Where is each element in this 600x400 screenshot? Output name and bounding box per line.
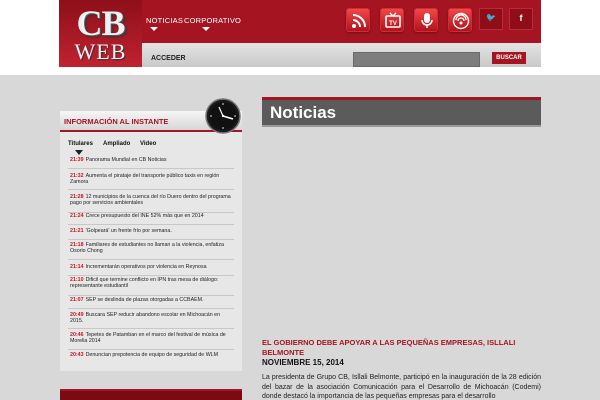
sidebar-bottom-bar: [60, 389, 242, 400]
news-time: 21:18: [70, 242, 84, 248]
clock-icon: [205, 98, 241, 134]
list-item[interactable]: [68, 242, 234, 260]
list-item[interactable]: [68, 157, 234, 169]
list-item[interactable]: [68, 173, 234, 190]
news-time: 21:39: [70, 157, 84, 163]
active-tab-indicator-icon: [75, 150, 83, 155]
news-headline: Dificil que termine conflicto en IPN tras mesa de diálogo: representante estudiantil: [70, 277, 219, 289]
microphone-icon[interactable]: [414, 8, 438, 32]
site-logo[interactable]: [59, 0, 142, 67]
nav-noticias[interactable]: NOTICIAS: [146, 16, 184, 25]
login-link[interactable]: ACCEDER: [151, 55, 186, 62]
chevron-down-icon: [202, 27, 210, 31]
nav-corporativo[interactable]: CORPORATIVO: [184, 16, 242, 25]
news-headline: 12 municipios de la cuenca del río Duero dentro del programa pago por servicios ambientales: [70, 194, 231, 206]
sidebar-title: INFORMACIÓN AL INSTANTE: [64, 117, 169, 126]
news-time: 21:24: [70, 213, 84, 219]
twitter-glyph: 🐦: [486, 13, 496, 22]
news-time: 20:43: [70, 352, 84, 358]
facebook-glyph: f: [519, 13, 523, 23]
news-time: 21:21: [70, 228, 84, 234]
news-headline: SEP se deslinda de plazas otorgadas a CCBAEM.: [85, 297, 204, 303]
tv-icon[interactable]: [380, 8, 404, 32]
tab-video[interactable]: Video: [140, 141, 157, 147]
news-headline: Familiares de estudiantes no llaman a la violencia, enfatiza Osorio Chong: [70, 242, 224, 254]
list-item[interactable]: [68, 332, 234, 350]
news-time: 21:07: [70, 297, 84, 303]
news-time: 21:28: [70, 194, 84, 200]
article-body: La presidenta de Grupo CB, Isllali Belmonte, participó en la inauguración de la 28 edición del bazar de la asociación Comunicación para el Desarrollo de Michoacán (Codemi) donde destacó la importancia de las pequeñas empresas para el desarrollo: [262, 374, 541, 400]
list-item[interactable]: [68, 213, 234, 225]
news-headline: Denuncian prepotencia de equipo de seguridad de WLM: [85, 352, 219, 358]
list-item[interactable]: [68, 297, 234, 309]
news-time: 20:46: [70, 332, 84, 338]
article-title[interactable]: EL GOBIERNO DEBE APOYAR A LAS PEQUEÑAS EMPRESAS, ISLLALI BELMONTE: [262, 338, 516, 357]
login-bar: [142, 43, 541, 67]
search-input[interactable]: [353, 52, 480, 67]
news-headline: Tepetes de Patamban en el marco del festival de música de Morelia 2014: [70, 332, 226, 344]
news-headline: Incrementarán operativos por violencia en Reynosa: [85, 264, 207, 270]
news-headline: Panorama Mundial en CB Noticias: [85, 157, 167, 163]
list-item[interactable]: [68, 277, 234, 296]
list-item[interactable]: [68, 228, 234, 240]
tab-ampliado[interactable]: Ampliado: [103, 141, 131, 147]
section-header: [262, 97, 541, 127]
news-time: 21:14: [70, 264, 84, 270]
tab-titulares[interactable]: Titulares: [68, 141, 93, 147]
list-item[interactable]: [68, 194, 234, 213]
news-time: 21:32: [70, 173, 84, 179]
news-headline: Aumenta el pirataje del transporte público taxis en región Zamora: [70, 173, 220, 185]
news-headline: Buscara SEP reducir abandono escolar en Michoacán en 2015.: [70, 312, 221, 324]
list-item[interactable]: [68, 352, 234, 363]
article-date: NOVIEMBRE 15, 2014: [262, 358, 344, 367]
facebook-icon[interactable]: [509, 8, 533, 30]
podcast-icon[interactable]: [448, 8, 472, 32]
chevron-down-icon: [150, 27, 158, 31]
rss-icon[interactable]: [346, 8, 370, 32]
logo-text-cb: CB: [76, 3, 125, 43]
logo-text-web: WEB: [74, 39, 127, 64]
news-headline: Crece presupuesto del INE 52% más que en 2014: [85, 213, 204, 219]
news-headline: 'Golpeará' un frente frío por semana.: [85, 228, 172, 234]
svg-text:TV: TV: [389, 21, 397, 27]
search-button[interactable]: BUSCAR: [492, 52, 526, 64]
list-item[interactable]: [68, 312, 234, 329]
page-title: Noticias: [270, 103, 337, 122]
news-time: 20:49: [70, 312, 84, 318]
list-item[interactable]: [68, 264, 234, 276]
news-time: 21:10: [70, 277, 84, 283]
twitter-icon[interactable]: [479, 8, 503, 30]
